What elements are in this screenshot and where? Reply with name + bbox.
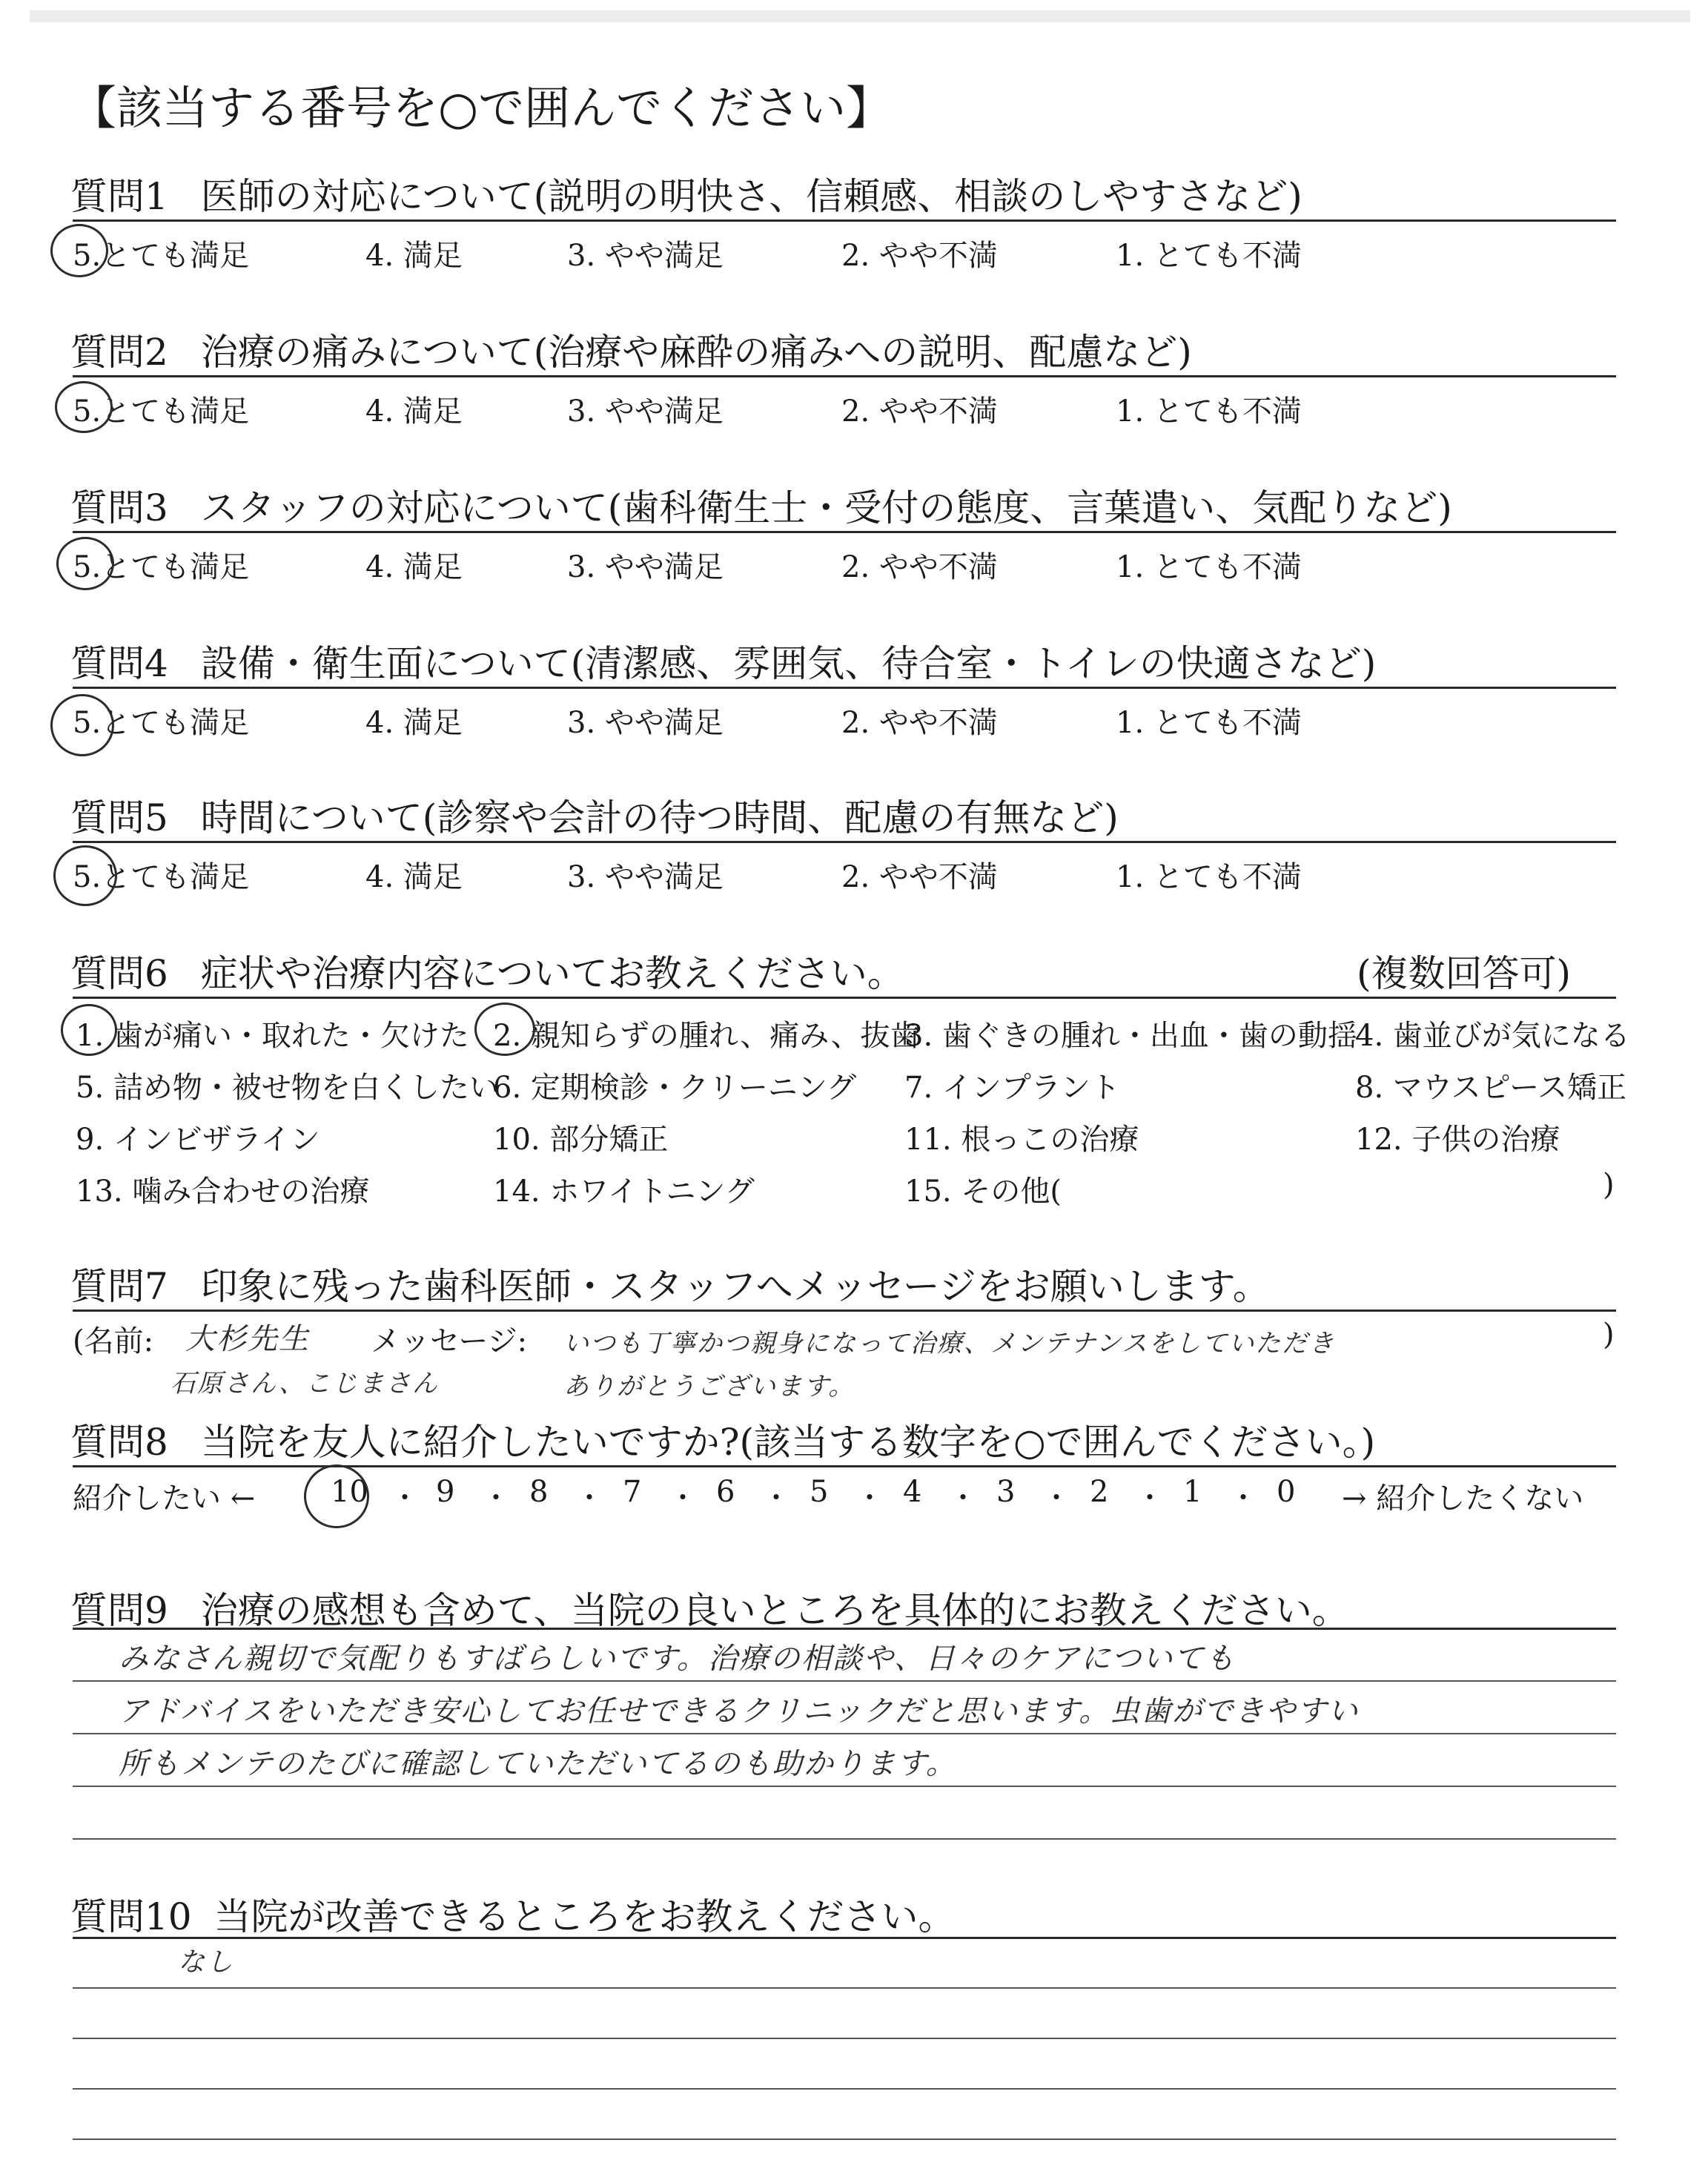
question-10-heading xyxy=(70,1887,956,1941)
score-separator: ・ xyxy=(855,1482,884,1514)
q6-option-6[interactable]: 6. 定期検診・クリーニング xyxy=(493,1071,857,1105)
question-2-heading xyxy=(70,323,1192,376)
q2-option-3[interactable]: 3. やや満足 xyxy=(567,394,724,429)
selection-circle xyxy=(474,1003,535,1056)
q6-other-close-paren: ) xyxy=(1603,1168,1615,1202)
question-10-rule xyxy=(73,1937,1616,1939)
question-text: 医師の対応について(説明の明快さ、信頼感、相談のしやすさなど) xyxy=(200,175,1302,218)
question-label: 質問10 xyxy=(70,1895,192,1938)
recommend-left-label: 紹介したい ← xyxy=(73,1482,256,1516)
recommend-score-1[interactable]: 1 xyxy=(1183,1475,1202,1509)
question-7-heading xyxy=(70,1257,1270,1310)
q6-option-8[interactable]: 8. マウスピース矯正 xyxy=(1355,1071,1627,1105)
answer-line xyxy=(73,2038,1616,2039)
handwritten-message-line-2: ありがとうございます。 xyxy=(563,1372,855,1401)
recommend-score-7[interactable]: 7 xyxy=(623,1475,642,1509)
q6-option-4[interactable]: 4. 歯並びが気になる xyxy=(1355,1019,1630,1053)
q6-option-14[interactable]: 14. ホワイトニング xyxy=(493,1175,755,1209)
question-text: 時間について(診察や会計の待つ時間、配慮の有無など) xyxy=(200,796,1119,839)
q1-option-4[interactable]: 4. 満足 xyxy=(365,239,463,273)
q2-option-5[interactable]: 5.とても満足 xyxy=(73,394,250,429)
recommend-score-2[interactable]: 2 xyxy=(1090,1475,1109,1509)
recommend-score-3[interactable]: 3 xyxy=(996,1475,1016,1509)
question-3-rule xyxy=(73,531,1616,533)
message-close-paren: ) xyxy=(1603,1318,1615,1352)
q4-option-5[interactable]: 5.とても満足 xyxy=(73,706,250,740)
q5-option-1[interactable]: 1. とても不満 xyxy=(1116,860,1302,894)
question-text: 治療の痛みについて(治療や麻酔の痛みへの説明、配慮など) xyxy=(200,331,1192,374)
q3-option-4[interactable]: 4. 満足 xyxy=(365,550,463,584)
score-separator: ・ xyxy=(1042,1482,1071,1514)
question-6-heading xyxy=(70,944,904,997)
q1-option-5[interactable]: 5.とても満足 xyxy=(73,239,250,273)
q3-option-1[interactable]: 1. とても不満 xyxy=(1116,550,1302,584)
question-4-rule xyxy=(73,687,1616,689)
selection-circle xyxy=(50,694,114,756)
q4-option-3[interactable]: 3. やや満足 xyxy=(567,706,724,740)
score-separator: ・ xyxy=(1136,1482,1165,1514)
recommend-score-0[interactable]: 0 xyxy=(1277,1475,1296,1509)
q6-option-5[interactable]: 5. 詰め物・被せ物を白くしたい xyxy=(76,1071,499,1105)
q6-option-11[interactable]: 11. 根っこの治療 xyxy=(904,1123,1139,1157)
question-1-rule xyxy=(73,219,1616,222)
q2-option-2[interactable]: 2. やや不満 xyxy=(841,394,998,429)
recommend-score-8[interactable]: 8 xyxy=(529,1475,549,1509)
handwritten-answer-line-3: 所もメンテのたびに確認していただいてるのも助かります。 xyxy=(119,1747,957,1781)
question-6-rule xyxy=(73,997,1616,999)
recommend-right-label: → 紹介したくない xyxy=(1342,1482,1584,1516)
answer-line xyxy=(73,2138,1616,2140)
answer-line xyxy=(73,1680,1616,1682)
question-7-rule xyxy=(73,1309,1616,1312)
question-label: 質問9 xyxy=(70,1589,168,1632)
q5-option-2[interactable]: 2. やや不満 xyxy=(841,860,998,894)
score-separator: ・ xyxy=(391,1482,420,1514)
question-text: 当院を友人に紹介したいですか?(該当する数字を○で囲んでください。) xyxy=(200,1421,1376,1464)
question-9-heading xyxy=(70,1581,1349,1634)
question-label: 質問3 xyxy=(70,486,168,529)
handwritten-answer: なし xyxy=(178,1947,235,1978)
recommend-score-4[interactable]: 4 xyxy=(903,1475,922,1509)
question-text: 症状や治療内容についてお教えください。 xyxy=(200,952,904,995)
question-4-heading xyxy=(70,634,1376,687)
question-9-rule xyxy=(73,1628,1616,1630)
question-text: 設備・衛生面について(清潔感、雰囲気、待合室・トイレの快適さなど) xyxy=(200,642,1377,685)
recommend-score-6[interactable]: 6 xyxy=(716,1475,735,1509)
score-separator: ・ xyxy=(482,1482,511,1514)
q1-option-3[interactable]: 3. やや満足 xyxy=(567,239,724,273)
handwritten-names-line-2: 石原さん、こじまさん xyxy=(171,1369,440,1398)
selection-circle xyxy=(53,845,117,906)
handwritten-names-line-1: 大杉先生 xyxy=(185,1322,310,1356)
question-text: 当院が改善できるところをお教えください。 xyxy=(214,1895,956,1938)
q5-option-3[interactable]: 3. やや満足 xyxy=(567,860,724,894)
recommend-score-5[interactable]: 5 xyxy=(810,1475,829,1509)
q3-option-5[interactable]: 5.とても満足 xyxy=(73,550,250,584)
score-separator: ・ xyxy=(575,1482,604,1514)
q2-option-4[interactable]: 4. 満足 xyxy=(365,394,463,429)
q6-option-10[interactable]: 10. 部分矯正 xyxy=(493,1123,669,1157)
question-label: 質問4 xyxy=(70,642,168,685)
selection-circle xyxy=(50,224,108,277)
q6-option-9[interactable]: 9. インビザライン xyxy=(76,1123,320,1157)
question-5-heading xyxy=(70,788,1119,842)
recommend-score-10[interactable]: 10 xyxy=(331,1475,368,1509)
q4-option-1[interactable]: 1. とても不満 xyxy=(1116,706,1302,740)
question-8-heading xyxy=(70,1413,1375,1466)
question-3-heading xyxy=(70,478,1452,532)
answer-line xyxy=(73,1987,1616,1989)
question-label: 質問5 xyxy=(70,796,168,839)
score-separator: ・ xyxy=(1229,1482,1258,1514)
name-label: (名前: xyxy=(73,1324,154,1358)
selection-circle xyxy=(55,381,113,433)
scan-top-edge xyxy=(30,10,1690,22)
q6-option-3[interactable]: 3. 歯ぐきの腫れ・出血・歯の動揺 xyxy=(904,1019,1357,1053)
selection-circle xyxy=(304,1464,369,1528)
handwritten-answer-line-2: アドバイスをいただき安心してお任せできるクリニックだと思います。虫歯ができやすい xyxy=(119,1694,1360,1728)
question-label: 質問7 xyxy=(70,1265,168,1308)
question-text: 治療の感想も含めて、当院の良いところを具体的にお教えください。 xyxy=(200,1589,1349,1632)
question-5-rule xyxy=(73,841,1616,843)
q1-option-2[interactable]: 2. やや不満 xyxy=(841,239,998,273)
question-label: 質問1 xyxy=(70,175,168,218)
q5-option-5[interactable]: 5.とても満足 xyxy=(73,860,250,894)
page-title: 【該当する番号を○で囲んでください】 xyxy=(70,81,893,135)
message-label: メッセージ: xyxy=(371,1324,528,1358)
q1-option-1[interactable]: 1. とても不満 xyxy=(1116,239,1302,273)
question-text: 印象に残った歯科医師・スタッフへメッセージをお願いします。 xyxy=(200,1265,1270,1308)
q6-option-1[interactable]: 1. 歯が痛い・取れた・欠けた xyxy=(76,1019,469,1053)
answer-line xyxy=(73,1786,1616,1787)
q3-option-3[interactable]: 3. やや満足 xyxy=(567,550,724,584)
question-label: 質問8 xyxy=(70,1421,168,1464)
q6-option-2[interactable]: 2. 親知らずの腫れ、痛み、抜歯 xyxy=(493,1019,920,1053)
question-label: 質問2 xyxy=(70,331,168,374)
question-2-rule xyxy=(73,375,1616,377)
question-1-heading xyxy=(70,167,1302,220)
q2-option-1[interactable]: 1. とても不満 xyxy=(1116,394,1302,429)
selection-circle xyxy=(61,1004,117,1056)
handwritten-answer-line-1: みなさん親切で気配りもすばらしいです。治療の相談や、日々のケアについても xyxy=(119,1642,1237,1676)
q5-option-4[interactable]: 4. 満足 xyxy=(365,860,463,894)
q3-option-2[interactable]: 2. やや不満 xyxy=(841,550,998,584)
answer-line xyxy=(73,1733,1616,1734)
q6-option-15[interactable]: 15. その他( xyxy=(904,1175,1062,1209)
question-text: スタッフの対応について(歯科衛生士・受付の態度、言葉遣い、気配りなど) xyxy=(200,486,1452,529)
q6-option-12[interactable]: 12. 子供の治療 xyxy=(1355,1123,1560,1157)
handwritten-message-line-1: いつも丁寧かつ親身になって治療、メンテナンスをしていただき xyxy=(563,1329,1336,1358)
q4-option-2[interactable]: 2. やや不満 xyxy=(841,706,998,740)
q6-option-7[interactable]: 7. インプラント xyxy=(904,1071,1120,1105)
score-separator: ・ xyxy=(669,1482,698,1514)
q4-option-4[interactable]: 4. 満足 xyxy=(365,706,463,740)
q6-option-13[interactable]: 13. 噛み合わせの治療 xyxy=(76,1175,370,1209)
recommend-score-9[interactable]: 9 xyxy=(436,1475,455,1509)
answer-line xyxy=(73,2088,1616,2090)
multiple-answer-note: (複数回答可) xyxy=(1357,952,1572,995)
question-label: 質問6 xyxy=(70,952,168,995)
answer-line xyxy=(73,1838,1616,1840)
score-separator: ・ xyxy=(949,1482,978,1514)
question-8-rule xyxy=(73,1465,1616,1467)
score-separator: ・ xyxy=(762,1482,791,1514)
selection-circle xyxy=(56,537,114,590)
